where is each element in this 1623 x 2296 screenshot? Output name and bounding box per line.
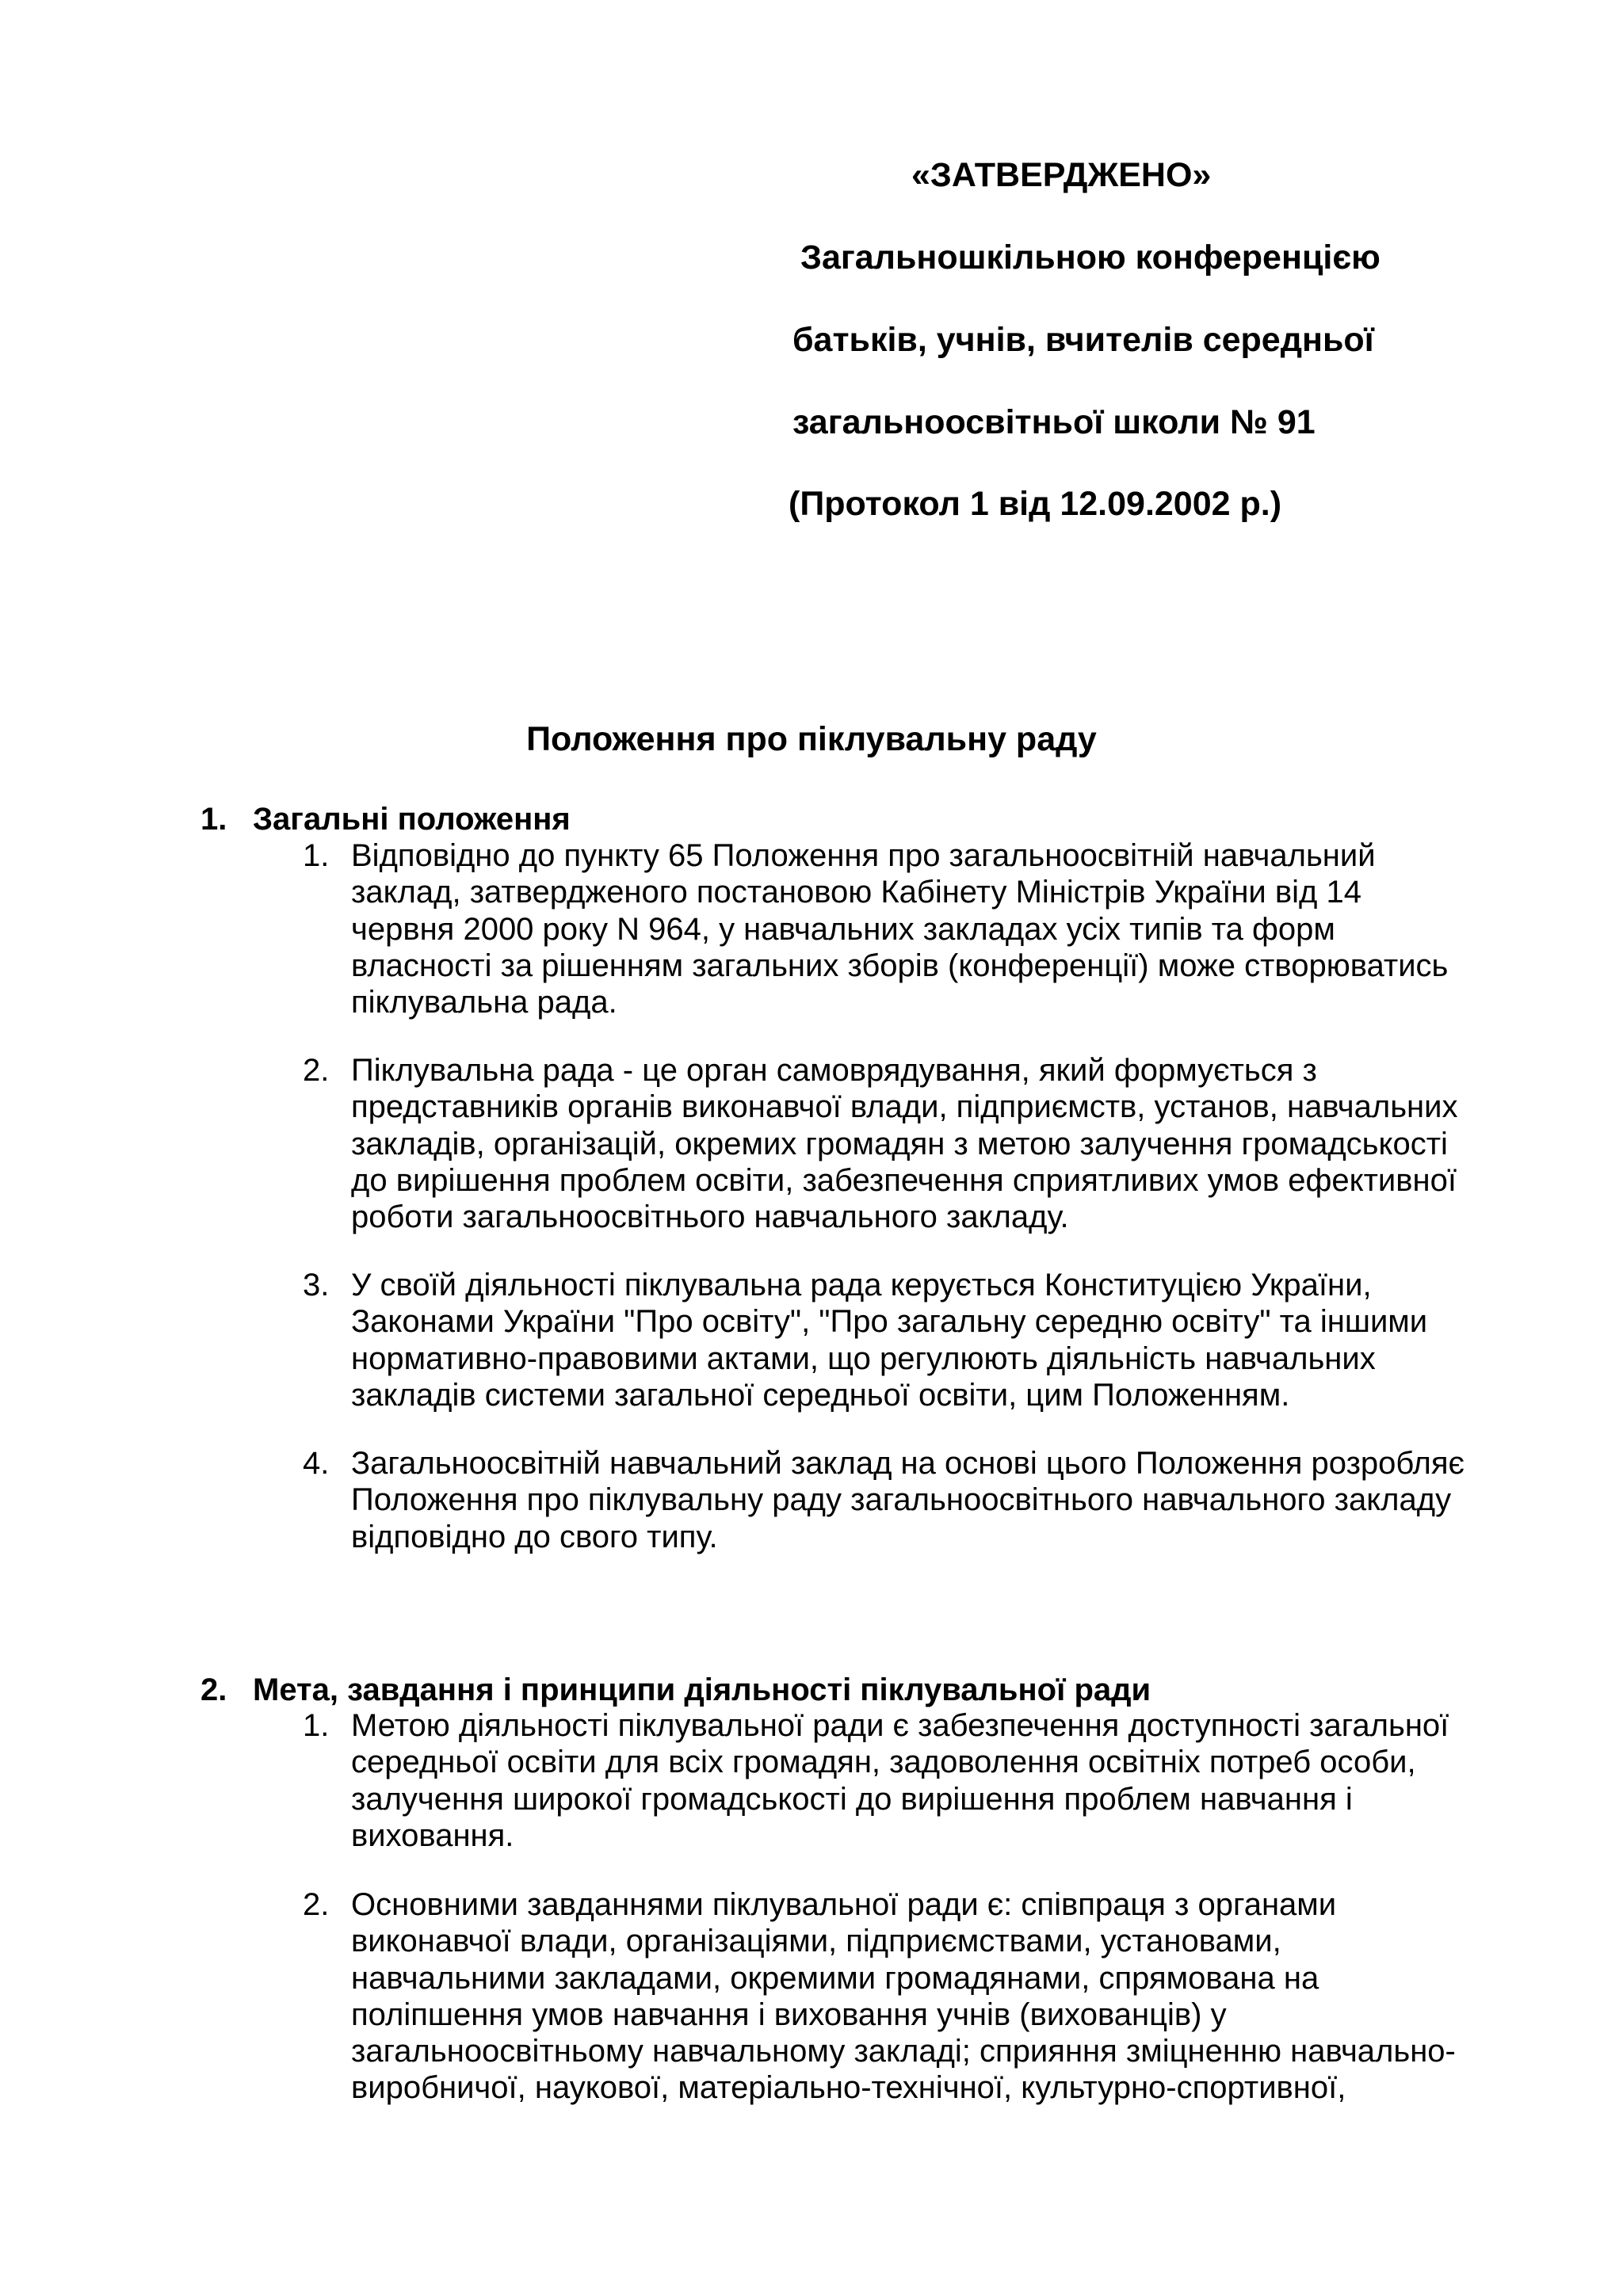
item-number: 1. — [303, 838, 330, 873]
list-item — [351, 1445, 1512, 1555]
item-number: 4. — [303, 1446, 330, 1481]
item-number: 1. — [303, 1708, 330, 1743]
text-line: роботи загальноосвітнього навчального закладу. — [351, 1199, 1069, 1235]
list-item — [351, 837, 1512, 1020]
text-line: власності за рішенням загальних зборів (конференції) може створюватись — [351, 948, 1449, 983]
text-line: червня 2000 року N 964, у навчальних закладах усіх типів та форм — [351, 911, 1335, 947]
text-line: загальноосвітньому навчальному закладі; сприяння зміцненню навчально- — [351, 2034, 1456, 2069]
text-line: Законами України "Про освіту", "Про загальну середню освіту" та іншими — [351, 1304, 1428, 1340]
section-title: Мета, завдання і принципи діяльності піклувальної ради — [253, 1672, 1151, 1707]
section-title: Загальні положення — [253, 802, 571, 837]
approval-stamp: «ЗАТВЕРДЖЕНО» — [911, 156, 1212, 194]
text-line: середньої освіти для всіх громадян, задоволення освітніх потреб особи, — [351, 1745, 1416, 1780]
text-line: піклувальна рада. — [351, 985, 617, 1020]
text-line: закладів, організацій, окремих громадян з метою залучення громадськості — [351, 1126, 1448, 1161]
list-item — [351, 1886, 1512, 2107]
text-line: виховання. — [351, 1817, 514, 1853]
list-item — [351, 1267, 1512, 1413]
text-line: до вирішення проблем освіти, забезпечення сприятливих умов ефективної — [351, 1162, 1457, 1198]
approval-line-2: батьків, учнів, вчителів середньої — [792, 321, 1374, 359]
text-line: виробничої, наукової, матеріально-технічної, культурно-спортивної, — [351, 2070, 1346, 2106]
text-line: залучення широкої громадськості до вирішення проблем навчання і — [351, 1781, 1353, 1817]
text-line: У своїй діяльності піклувальна рада керується Конституцією України, — [351, 1268, 1372, 1302]
text-line: Відповідно до пункту 65 Положення про загальноосвітній навчальний — [351, 838, 1376, 873]
text-line: Загальноосвітній навчальний заклад на основі цього Положення розробляє — [351, 1446, 1465, 1481]
item-number: 2. — [303, 1053, 330, 1088]
text-line: поліпшення умов навчання і виховання учнів (вихованців) у — [351, 1997, 1227, 2032]
list-item — [351, 1707, 1512, 1854]
text-line: Піклувальна рада - це орган самоврядування, який формується з — [351, 1053, 1317, 1088]
section-number: 2. — [200, 1672, 227, 1707]
text-line: виконавчої влади, організаціями, підприємствами, установами, — [351, 1924, 1281, 1959]
text-line: Метою діяльності піклувальної ради є забезпечення доступності загальної — [351, 1708, 1449, 1743]
text-line: закладів системи загальної середньої освіти, цим Положенням. — [351, 1377, 1290, 1413]
text-line: заклад, затвердженого постановою Кабінету Міністрів України від 14 — [351, 875, 1361, 910]
item-number: 2. — [303, 1887, 330, 1922]
text-line: Основними завданнями піклувальної ради є: співпраця з органами — [351, 1887, 1337, 1922]
text-line: відповідно до свого типу. — [351, 1519, 718, 1554]
approval-protocol: (Протокол 1 від 12.09.2002 р.) — [789, 485, 1282, 523]
document-title: Положення про піклувальну раду — [526, 720, 1097, 758]
approval-line-3: загальноосвітньої школи № 91 — [792, 403, 1316, 441]
section-number: 1. — [200, 802, 227, 837]
approval-line-1: Загальношкільною конференцією — [800, 238, 1381, 277]
text-line: нормативно-правовими актами, що регулюють діяльність навчальних — [351, 1341, 1376, 1376]
text-line: Положення про піклувальну раду загальноосвітнього навчального закладу — [351, 1482, 1452, 1518]
item-number: 3. — [303, 1268, 330, 1302]
text-line: представників органів виконавчої влади, підприємств, установ, навчальних — [351, 1089, 1458, 1125]
list-item — [351, 1052, 1512, 1235]
text-line: навчальними закладами, окремими громадянами, спрямована на — [351, 1960, 1319, 1996]
